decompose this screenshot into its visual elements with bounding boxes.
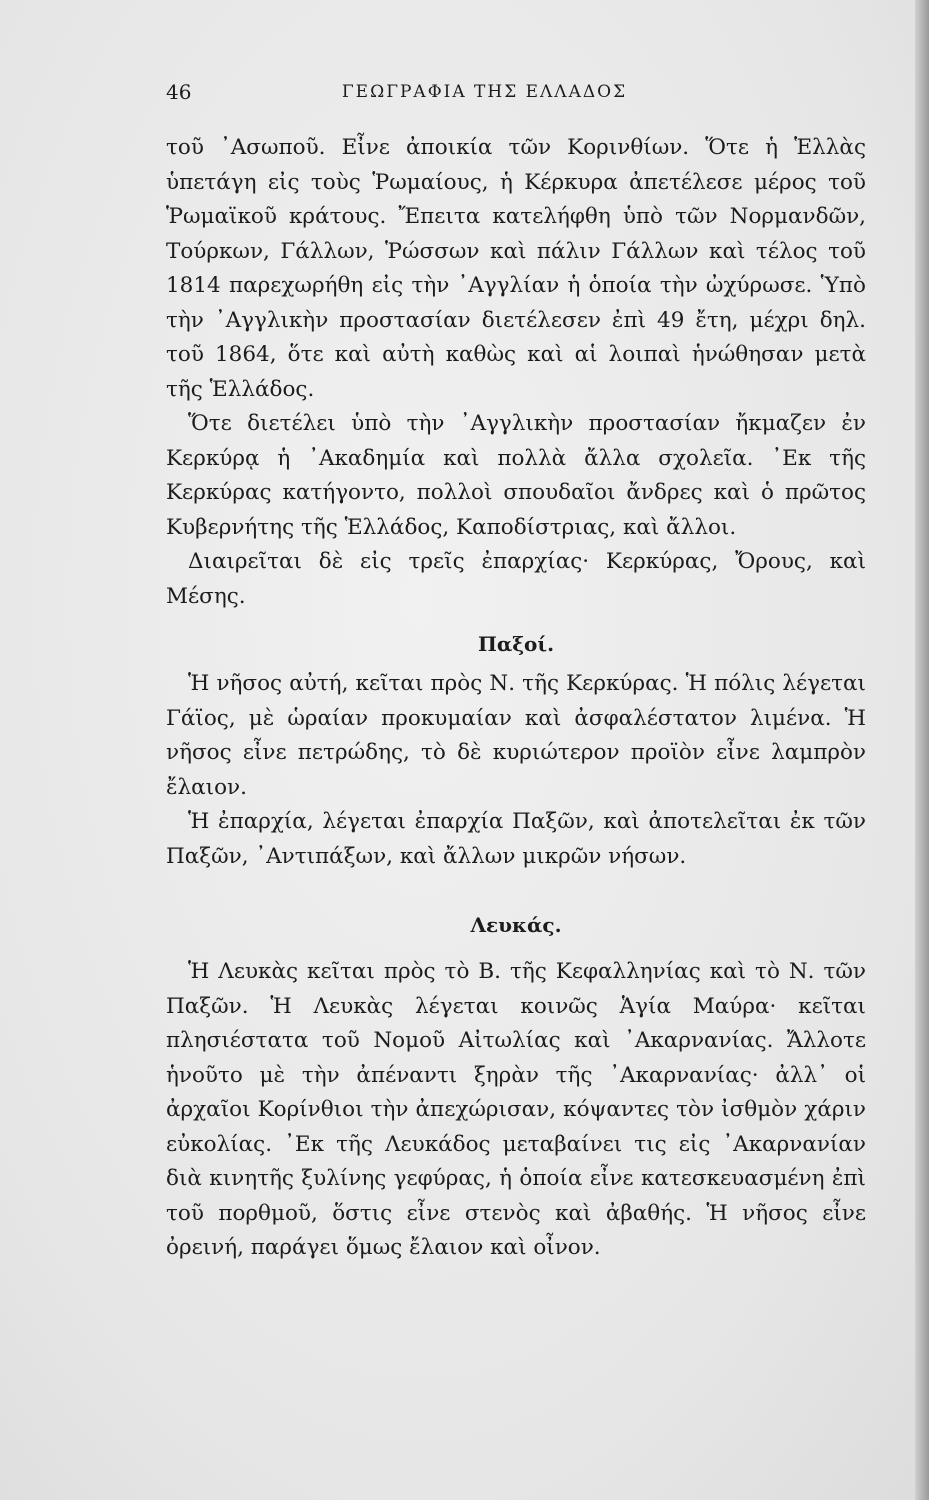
paragraph-corfu-provinces: Διαιρεῖται δὲ εἰς τρεῖς ἐπαρχίας· Κερκύρας, Ὄρους, καὶ Μέσης. (166, 549, 866, 609)
section-heading-lefkas: Λευκάς. (470, 913, 562, 937)
page-number: 46 (166, 80, 192, 104)
paragraph-paxoi-province: Ἡ ἐπαρχία, λέγεται ἐπαρχία Παξῶν, καὶ ἀποτελεῖται ἐκ τῶν Παξῶν, ᾿Αντιπάξων, καὶ ἄλλων μικρῶν νήσων. (166, 809, 866, 869)
paragraph-corfu-academy: Ὅτε διετέλει ὑπὸ τὴν ᾿Αγγλικὴν προστασίαν ἤκμαζεν ἐν Κερκύρᾳ ἡ ᾿Ακαδημία καὶ πολλὰ ἄλλα σχολεῖα. ᾿Εκ τῆς Κερκύρας κατήγοντο, πολλοὶ σπουδαῖοι ἄνδρες καὶ ὁ πρῶτος Κυβερνήτης τῆς Ἑλλάδος, Καποδίστριας, καὶ ἄλλοι. (166, 411, 866, 540)
page-header (0, 80, 929, 110)
page-edge-shadow (915, 0, 929, 1500)
running-title: ΓΕΩΓΡΑΦΙΑ ΤΗΣ ΕΛΛΑΔΟΣ (341, 82, 628, 102)
page-body (166, 131, 866, 1266)
paragraph-corfu-history: τοῦ ᾿Ασωποῦ. Εἶνε ἀποικία τῶν Κορινθίων. Ὅτε ἡ Ἑλλὰς ὑπετάγη εἰς τοὺς Ῥωμαίους, ἡ Κέρκυρα ἀπετέλεσε μέρος τοῦ Ῥωμαϊκοῦ κράτους. Ἔπειτα κατελήφθη ὑπὸ τῶν Νορμανδῶν, Τούρκων, Γάλλων, Ῥώσσων καὶ πάλιν Γάλλων καὶ τέλος τοῦ 1814 παρεχωρήθη εἰς τὴν ᾿Αγγλίαν ἡ ὁποία τὴν ὠχύρωσε. Ὑπὸ τὴν ᾿Αγγλικὴν προστασίαν διετέλεσεν ἐπὶ 49 ἔτη, μέχρι δηλ. τοῦ 1864, ὅτε καὶ αὐτὴ καθὼς καὶ αἱ λοιπαὶ ἡνώθησαν μετὰ τῆς Ἑλλάδος. (166, 135, 866, 402)
section-heading-paxoi: Παξοί. (477, 632, 555, 656)
paragraph-paxoi-island: Ἡ νῆσος αὐτή, κεῖται πρὸς Ν. τῆς Κερκύρας. Ἡ πόλις λέγεται Γάϊος, μὲ ὡραίαν προκυμαίαν καὶ ἀσφαλέστατον λιμένα. Ἡ νῆσος εἶνε πετρώδης, τὸ δὲ κυριώτερον προϊὸν εἶνε λαμπρὸν ἔλαιον. (166, 671, 866, 800)
paragraph-lefkas: Ἡ Λευκὰς κεῖται πρὸς τὸ Β. τῆς Κεφαλληνίας καὶ τὸ Ν. τῶν Παξῶν. Ἡ Λευκὰς λέγεται κοινῶς Ἁγία Μαύρα· κεῖται πλησιέστατα τοῦ Νομοῦ Αἰτωλίας καὶ ᾿Ακαρνανίας. Ἄλλοτε ἡνοῦτο μὲ τὴν ἀπέναντι ξηρὰν τῆς ᾿Ακαρνανίας· ἀλλ᾿ οἱ ἀρχαῖοι Κορίνθιοι τὴν ἀπεχώρισαν, κόψαντες τὸν ἰσθμὸν χάριν εὐκολίας. ᾿Εκ τῆς Λευκάδος μεταβαίνει τις εἰς ᾿Ακαρνανίαν διὰ κινητῆς ξυλίνης γεφύρας, ἡ ὁποία εἶνε κατεσκευασμένη ἐπὶ τοῦ πορθμοῦ, ὅστις εἶνε στενὸς καὶ ἀβαθής. Ἡ νῆσος εἶνε ὀρεινή, παράγει ὅμως ἔλαιον καὶ οἶνον. (166, 959, 866, 1260)
